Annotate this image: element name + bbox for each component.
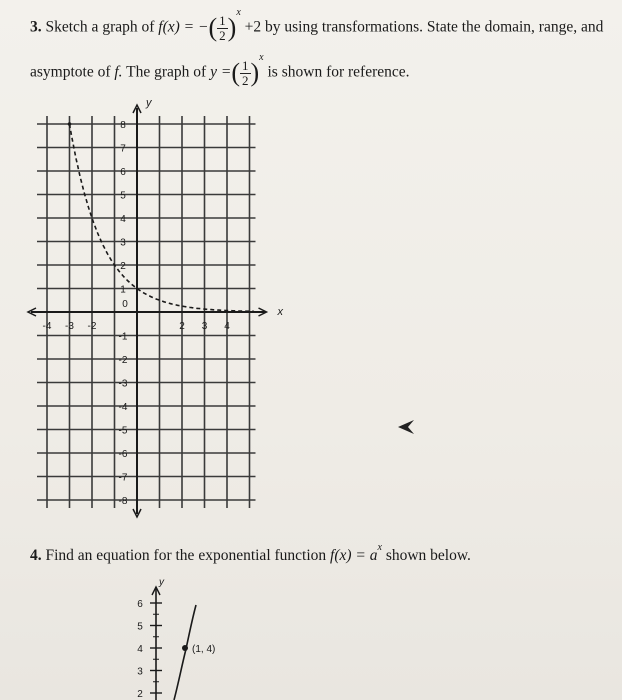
x-tick-label: -3 [65,321,74,332]
cursor-arrow-icon [396,418,416,436]
y-tick-label: 6 [120,167,126,178]
question-3-instruction: by using transformations. State the domain, range, and [265,18,604,36]
y-tick-label: -7 [118,472,128,484]
point-1-4 [182,645,188,651]
y-tick-label-zero: 0 [122,299,128,310]
y-tick-label: -5 [118,425,128,437]
one-half-fraction: $\frac{1}{2}$ [219,12,226,43]
y-tick-label: -1 [118,331,128,343]
y-tick-label: 8 [120,120,126,131]
exponential-graph [120,575,280,700]
y-tick-label: 3 [137,666,143,678]
y-tick-label: 1 [120,284,126,296]
exponential-function: f(x) = a [330,547,378,565]
exponent-x-3: x [377,542,382,553]
question-4-line [30,542,471,565]
reference-graph [30,97,283,520]
y-tick-label: -2 [118,355,128,366]
question-4-text: Find an equation for the exponential function [45,547,327,565]
y-tick-label: -4 [118,402,128,413]
y-tick-label: -3 [118,378,128,390]
open-paren-2: ( [231,58,240,87]
plus-two: +2 [244,18,262,36]
close-paren-2: ) [250,58,260,87]
y-tick-label: 2 [137,689,143,700]
y-tick-label: 2 [120,261,126,272]
question-3-line-1 [30,7,604,43]
y-tick-label: 7 [120,143,126,155]
f-letter: f. [114,63,123,81]
question-4-post: shown below. [385,547,471,565]
question-3-line-2 [30,52,410,88]
y-axis-label: y [146,97,152,109]
x-tick-label: -2 [87,321,97,332]
point-label: (1, 4) [192,644,216,655]
reference-text: is shown for reference. [267,63,410,81]
question-3-number: 3. [30,18,42,36]
y-tick-label: 5 [137,621,143,633]
open-paren: ( [208,13,218,42]
y-tick-label: 4 [137,644,143,655]
y-equals: y = [210,63,232,81]
graph-of-text: The graph of [126,63,207,81]
exponent-x: x [236,7,241,19]
one-half-fraction-2: $\frac{1}{2}$ [242,57,249,88]
y-axis-label: y [159,577,164,588]
curve-endpoint [68,122,72,126]
close-paren: ) [227,13,237,42]
question-3-intro: Sketch a graph of [45,18,155,36]
y-tick-label: 3 [120,237,126,249]
x-tick-label: 3 [201,321,208,332]
x-tick-label: 4 [224,321,230,332]
x-tick-label: -4 [42,321,52,332]
question-4-number: 4. [30,547,42,565]
f-definition-lhs: f(x) = − [158,18,209,36]
y-tick-label: 6 [137,599,143,610]
x-tick-label: 2 [179,321,185,332]
y-tick-label: 4 [120,214,126,225]
x-axis-label: x [277,306,283,318]
exponent-x-2: x [259,52,264,64]
y-tick-label: 5 [120,190,126,202]
y-tick-label: -8 [118,496,128,507]
y-tick-label: -6 [118,449,128,460]
asymptote-text: asymptote of [30,63,111,81]
